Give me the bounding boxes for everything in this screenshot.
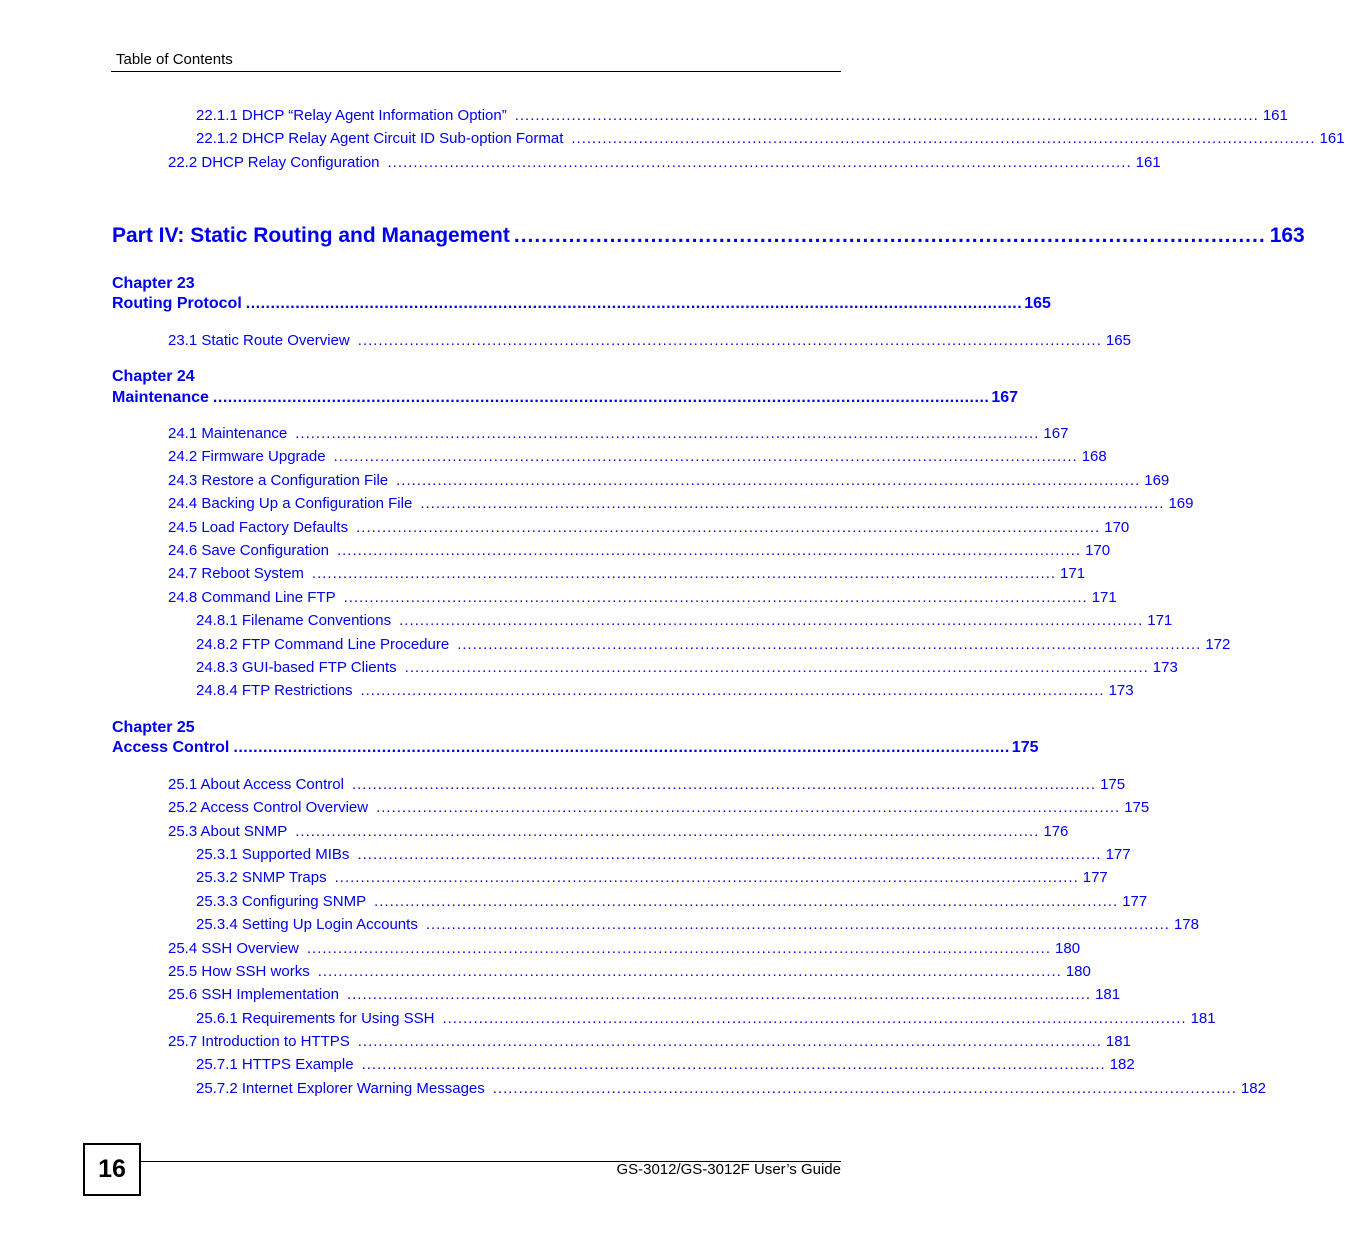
chapter-title: Access Control — [112, 739, 230, 756]
toc-entry-page: 161 — [1135, 154, 1161, 171]
toc-entry[interactable] — [168, 940, 1081, 957]
dot-leader: ................................................................................................................................................ — [333, 448, 1078, 465]
dot-leader: ................................................................................................................................................ — [334, 869, 1079, 886]
toc-entry[interactable] — [168, 799, 1150, 816]
toc-entry[interactable] — [168, 495, 1194, 512]
dot-leader: ................................................................................................................................................ — [492, 1080, 1237, 1097]
chapter-number: Chapter 25 — [112, 719, 195, 736]
toc-entry-label: 25.6.1 Requirements for Using SSH — [196, 1010, 435, 1027]
toc-entry-page: 180 — [1065, 963, 1091, 980]
toc-entry-page: 181 — [1190, 1010, 1216, 1027]
toc-entry-page: 169 — [1168, 495, 1194, 512]
toc-entry-label: 25.1 About Access Control — [168, 776, 344, 793]
toc-entry-page: 169 — [1144, 472, 1170, 489]
dot-leader: ................................................................................................................................................ — [356, 519, 1101, 536]
toc-entry-page: 178 — [1173, 916, 1199, 933]
toc-entry-page: 165 — [1105, 332, 1131, 349]
toc-entry-label: 24.8.1 Filename Conventions — [196, 612, 392, 629]
header-divider — [111, 71, 841, 72]
toc-entry[interactable] — [196, 659, 1178, 676]
toc-entry-page: 167 — [1043, 425, 1069, 442]
toc-entry-label: 24.8 Command Line FTP — [168, 589, 336, 606]
toc-entry-page: 176 — [1043, 823, 1069, 840]
dot-leader: ................................................................................................................................................ — [514, 107, 1259, 124]
toc-entry-label: 25.3 About SNMP — [168, 823, 288, 840]
toc-entry-label: 24.2 Firmware Upgrade — [168, 448, 326, 465]
toc-entry-page: 182 — [1240, 1080, 1266, 1097]
dot-leader: ................................................................................................................................................ — [346, 986, 1092, 1003]
toc-entry-label: 24.6 Save Configuration — [168, 542, 329, 559]
toc-entry[interactable] — [168, 472, 1170, 489]
dot-leader: ................................................................................................................................................ — [357, 332, 1102, 349]
toc-entry-label: 25.3.1 Supported MIBs — [196, 846, 350, 863]
dot-leader: ................................................................................................................................................ — [336, 542, 1082, 559]
dot-leader: ................................................................................................................................................ — [425, 916, 1170, 933]
chapter-page: 175 — [1011, 739, 1039, 756]
toc-entry-page: 177 — [1105, 846, 1131, 863]
toc-entry-label: 24.5 Load Factory Defaults — [168, 519, 349, 536]
dot-leader: ................................................................................................................................................ — [420, 495, 1165, 512]
toc-entry[interactable] — [196, 916, 1199, 933]
toc-entry-label: 24.3 Restore a Configuration File — [168, 472, 389, 489]
toc-entry[interactable] — [196, 846, 1131, 863]
part-page: 163 — [1269, 224, 1305, 247]
toc-entry-page: 173 — [1152, 659, 1178, 676]
toc-entry-label: 25.3.4 Setting Up Login Accounts — [196, 916, 418, 933]
chapter-page: 167 — [991, 389, 1019, 406]
dot-leader: ................................................................................................................................................ — [357, 846, 1102, 863]
toc-entry[interactable] — [196, 1056, 1135, 1073]
chapter-number: Chapter 23 — [112, 275, 195, 292]
toc-entry-page: 172 — [1205, 636, 1231, 653]
toc-entry[interactable] — [168, 1033, 1131, 1050]
dot-leader: ............................................................................................................................................................. — [233, 739, 1010, 756]
toc-entry[interactable] — [196, 1080, 1266, 1097]
toc-entry-label: 25.7.1 HTTPS Example — [196, 1056, 354, 1073]
toc-entry-label: 22.1.1 DHCP “Relay Agent Information Option” — [196, 107, 507, 124]
toc-entry-page: 173 — [1108, 682, 1134, 699]
dot-leader: ................................................................................................................................................ — [306, 940, 1052, 957]
toc-entry[interactable] — [168, 823, 1069, 840]
dot-leader: ................................................................................................................................................ — [343, 589, 1088, 606]
toc-entry[interactable] — [196, 1010, 1216, 1027]
toc-entry-page: 180 — [1055, 940, 1081, 957]
toc-entry-page: 175 — [1124, 799, 1150, 816]
toc-entry[interactable] — [196, 636, 1231, 653]
toc-entry-page: 171 — [1060, 565, 1086, 582]
toc-entry[interactable] — [196, 107, 1288, 124]
toc-entry-page: 170 — [1104, 519, 1130, 536]
toc-entry-label: 24.4 Backing Up a Configuration File — [168, 495, 413, 512]
dot-leader: ................................................................................................................................................ — [317, 963, 1062, 980]
toc-entry-page: 170 — [1085, 542, 1111, 559]
toc-entry[interactable] — [196, 869, 1108, 886]
dot-leader: ................................................................................................................................................ — [376, 799, 1121, 816]
toc-entry-label: 25.4 SSH Overview — [168, 940, 299, 957]
dot-leader: ................................................................................................................................................ — [360, 682, 1105, 699]
toc-entry[interactable] — [168, 986, 1121, 1003]
toc-entry[interactable] — [168, 519, 1130, 536]
toc-entry-label: 22.1.2 DHCP Relay Agent Circuit ID Sub-option Format — [196, 130, 564, 147]
page-number: 16 — [83, 1143, 141, 1196]
chapter-heading[interactable] — [112, 739, 1039, 757]
chapter-page: 165 — [1024, 295, 1051, 312]
toc-entry-page: 171 — [1147, 612, 1173, 629]
toc-entry-page: 171 — [1091, 589, 1117, 606]
toc-entry[interactable] — [168, 776, 1126, 793]
chapter-number: Chapter 24 — [112, 368, 195, 385]
dot-leader: ................................................................................................................................................ — [351, 776, 1097, 793]
dot-leader: ................................................................................................................................................ — [442, 1010, 1187, 1027]
chapter-heading[interactable] — [112, 295, 1051, 313]
dot-leader: ................................................................................................................................................ — [396, 472, 1141, 489]
toc-entry-page: 181 — [1105, 1033, 1131, 1050]
toc-entry-label: 25.3.3 Configuring SNMP — [196, 893, 367, 910]
dot-leader: .............................................................................................................. — [513, 224, 1266, 247]
toc-entry[interactable] — [168, 963, 1091, 980]
dot-leader: ................................................................................................................................................ — [387, 154, 1132, 171]
toc-entry[interactable] — [196, 130, 1345, 147]
toc-entry[interactable] — [196, 612, 1173, 629]
chapter-title: Maintenance — [112, 389, 209, 406]
toc-entry-page: 161 — [1319, 130, 1345, 147]
toc-entry-page: 161 — [1262, 107, 1288, 124]
toc-entry[interactable] — [168, 565, 1086, 582]
dot-leader: ................................................................................................................................................ — [357, 1033, 1102, 1050]
dot-leader: ................................................................................................................................................ — [399, 612, 1144, 629]
dot-leader: ............................................................................................................................................................. — [212, 389, 990, 406]
toc-entry-label: 24.8.3 GUI-based FTP Clients — [196, 659, 397, 676]
toc-entry-page: 181 — [1095, 986, 1121, 1003]
toc-entry-label: 23.1 Static Route Overview — [168, 332, 350, 349]
toc-entry-label: 24.1 Maintenance — [168, 425, 288, 442]
dot-leader: ................................................................................................................................................ — [374, 893, 1119, 910]
dot-leader: ............................................................................................................................................................. — [245, 295, 1023, 312]
dot-leader: ................................................................................................................................................ — [295, 823, 1040, 840]
toc-entry-label: 25.6 SSH Implementation — [168, 986, 339, 1003]
dot-leader: ................................................................................................................................................ — [571, 130, 1316, 147]
dot-leader: ................................................................................................................................................ — [295, 425, 1040, 442]
part-heading[interactable] — [112, 224, 1305, 248]
toc-entry[interactable] — [168, 589, 1117, 606]
toc-entry[interactable] — [168, 542, 1111, 559]
toc-entry[interactable] — [168, 154, 1161, 171]
toc-entry-label: 25.2 Access Control Overview — [168, 799, 369, 816]
toc-entry[interactable] — [168, 332, 1131, 349]
dot-leader: ................................................................................................................................................ — [404, 659, 1149, 676]
toc-entry-label: 24.7 Reboot System — [168, 565, 304, 582]
toc-entry-page: 177 — [1122, 893, 1148, 910]
chapter-title: Routing Protocol — [112, 295, 242, 312]
toc-entry-label: 25.5 How SSH works — [168, 963, 310, 980]
dot-leader: ................................................................................................................................................ — [457, 636, 1202, 653]
chapter-heading[interactable] — [112, 389, 1019, 407]
toc-entry-label: 24.8.2 FTP Command Line Procedure — [196, 636, 450, 653]
dot-leader: ................................................................................................................................................ — [361, 1056, 1106, 1073]
toc-entry-page: 177 — [1082, 869, 1108, 886]
toc-entry[interactable] — [168, 425, 1069, 442]
dot-leader: ................................................................................................................................................ — [311, 565, 1057, 582]
toc-entry-label: 22.2 DHCP Relay Configuration — [168, 154, 380, 171]
toc-entry-page: 175 — [1100, 776, 1126, 793]
toc-entry[interactable] — [196, 682, 1134, 699]
toc-entry-page: 182 — [1109, 1056, 1135, 1073]
toc-entry-label: 24.8.4 FTP Restrictions — [196, 682, 353, 699]
guide-title: GS-3012/GS-3012F User’s Guide — [616, 1161, 841, 1178]
toc-entry[interactable] — [168, 448, 1107, 465]
toc-entry-page: 168 — [1081, 448, 1107, 465]
toc-entry-label: 25.7.2 Internet Explorer Warning Messages — [196, 1080, 485, 1097]
part-title: Part IV: Static Routing and Management — [112, 224, 510, 247]
toc-entry-label: 25.3.2 SNMP Traps — [196, 869, 327, 886]
toc-entry[interactable] — [196, 893, 1148, 910]
toc-entry-label: 25.7 Introduction to HTTPS — [168, 1033, 350, 1050]
running-header: Table of Contents — [116, 51, 233, 68]
